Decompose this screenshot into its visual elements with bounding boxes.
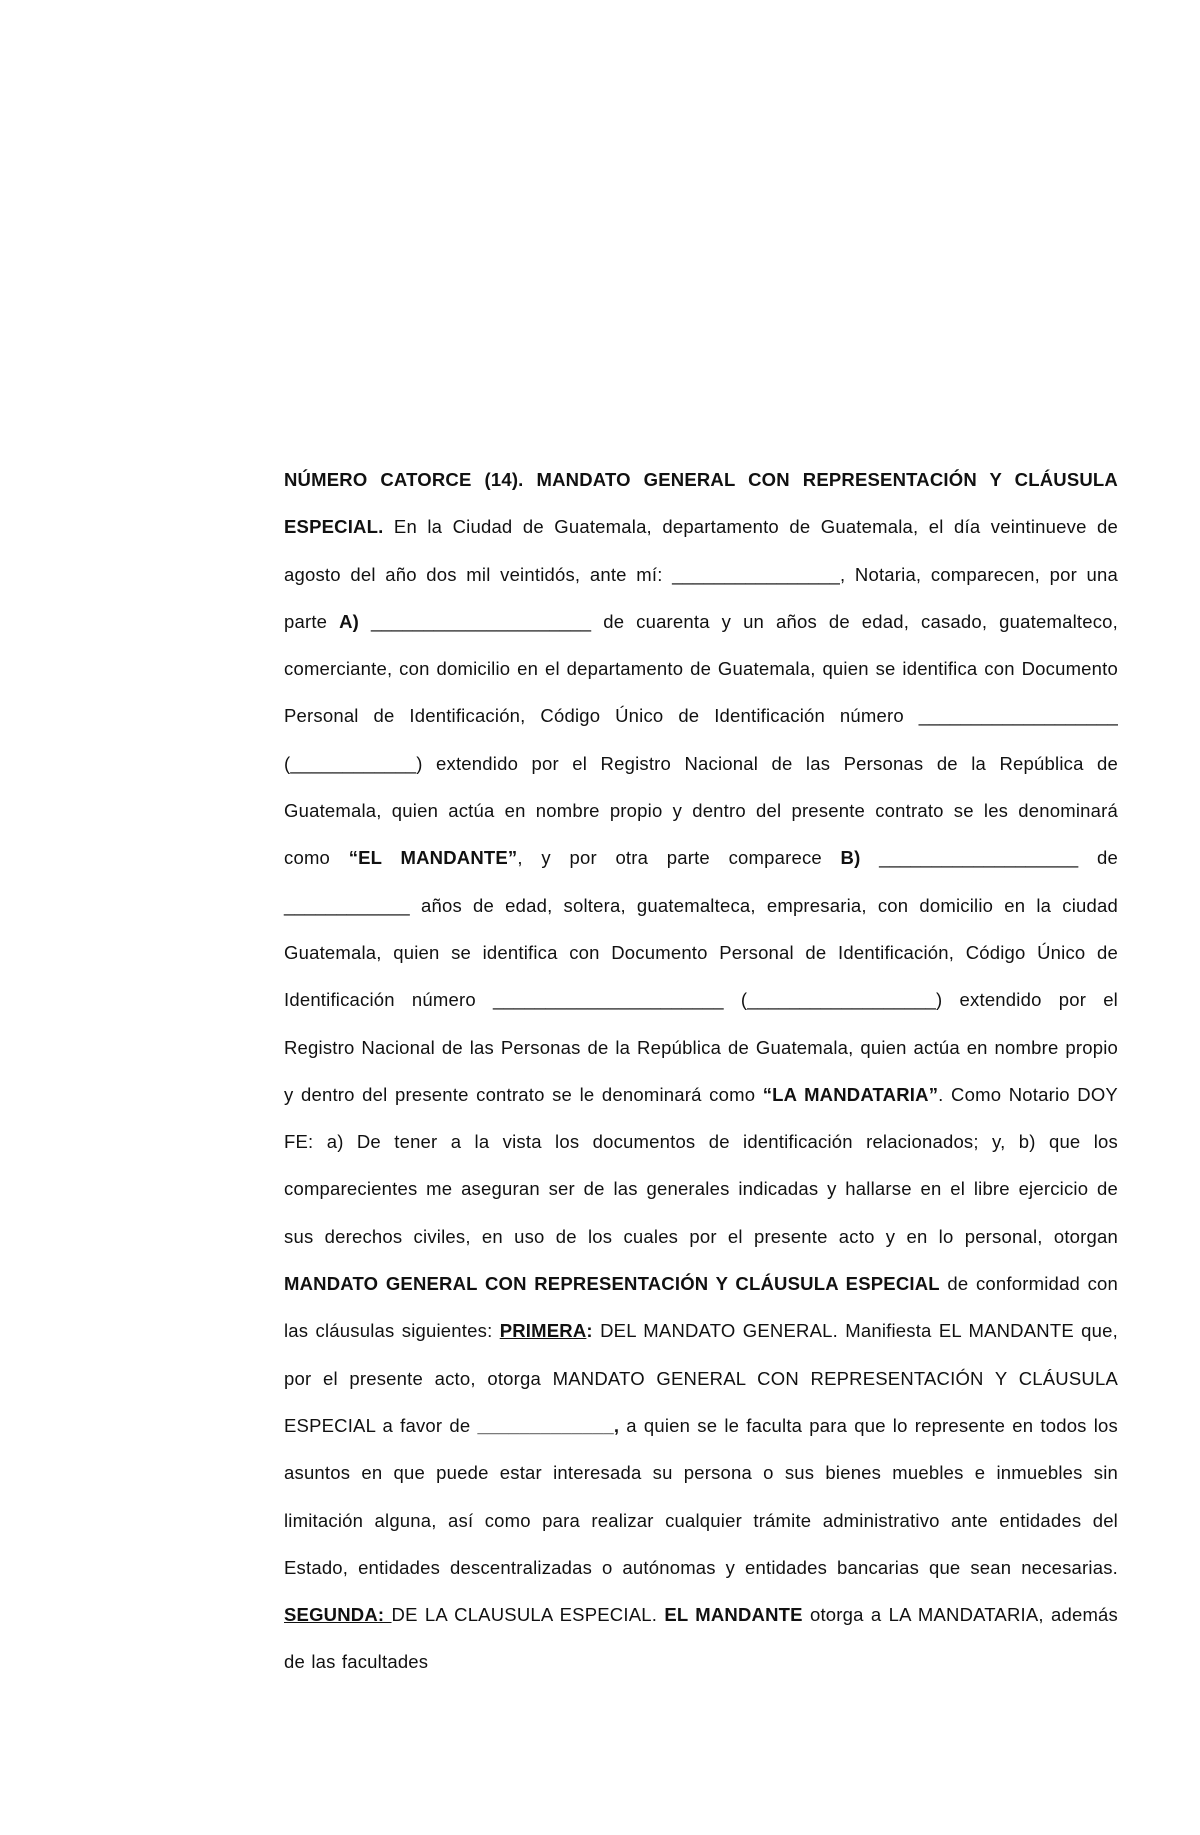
text-run: EL MANDANTE — [664, 1604, 803, 1626]
text-run: MANDATO GENERAL CON REPRESENTACIÓN Y CLÁUSULA ESPECIAL — [284, 1273, 940, 1295]
text-run: “EL MANDANTE” — [348, 847, 518, 869]
text-run: B) — [840, 847, 861, 869]
text-run: ___________________ de ____________ años de edad, soltera, guatemalteca, empresaria, con domicilio en la ciudad Guatemala, quien se identifica con Documento Personal de Identificación, Código Único de Identificación número ______________________ (__________________) extendido por el Registro Nacional de las Personas de la República de Guatemala, quien actúa en nombre propio y dentro del presente contrato se le denominará como — [284, 847, 1118, 1105]
text-run: DEL MANDATO GENERAL. Manifiesta EL MANDANTE que, por el presente acto, otorga MANDATO GENERAL CON REPRESENTACIÓN Y CLÁUSULA ESPECIAL a favor de — [284, 1320, 1118, 1436]
text-run: En la Ciudad de Guatemala, departamento de Guatemala, el día veintinueve de agosto del año dos mil veintidós, ante mí: ________________, Notaria, comparecen, por una parte — [284, 516, 1118, 632]
text-run: NÚMERO CATORCE (14). MANDATO GENERAL CON REPRESENTACIÓN Y CLÁUSULA ESPECIAL. — [284, 469, 1118, 538]
text-run: DE LA CLAUSULA ESPECIAL. — [391, 1604, 665, 1626]
document-body-paragraph — [284, 456, 1118, 1686]
text-run: _____________, — [477, 1414, 620, 1436]
text-run: “LA MANDATARIA” — [762, 1083, 939, 1105]
text-run: a quien se le faculta para que lo represente en todos los asuntos en que puede estar interesada su persona o sus bienes muebles e inmuebles sin limitación alguna, así como para realizar cualquier trámite administrativo ante entidades del Estado, entidades descentralizadas o autónomas y entidades bancarias que sean necesarias. — [284, 1414, 1118, 1578]
text-run: SEGUNDA: — [284, 1604, 392, 1626]
text-run: . Como Notario DOY FE: a) De tener a la vista los documentos de identificación relacionados; y, b) que los comparecientes me aseguran ser de las generales indicadas y hallarse en el libre ejercicio de sus derechos civiles, en uso de los cuales por el presente acto y en lo personal, otorgan — [284, 1083, 1118, 1247]
text-run: , y por otra parte comparece — [517, 847, 841, 869]
text-run: otorga a LA MANDATARIA, además de las facultades — [284, 1604, 1118, 1673]
text-run: : — [586, 1320, 593, 1342]
text-run: PRIMERA — [499, 1320, 587, 1342]
text-run: A) — [339, 610, 360, 632]
text-run: de conformidad con las cláusulas siguientes: — [284, 1273, 1118, 1342]
text-run: _____________________ de cuarenta y un años de edad, casado, guatemalteco, comerciante, con domicilio en el departamento de Guatemala, quien se identifica con Documento Personal de Identificación, Código Único de Identificación número ___________________ (____________) extendido por el Registro Nacional de las Personas de la República de Guatemala, quien actúa en nombre propio y dentro del presente contrato se les denominará como — [284, 610, 1118, 869]
